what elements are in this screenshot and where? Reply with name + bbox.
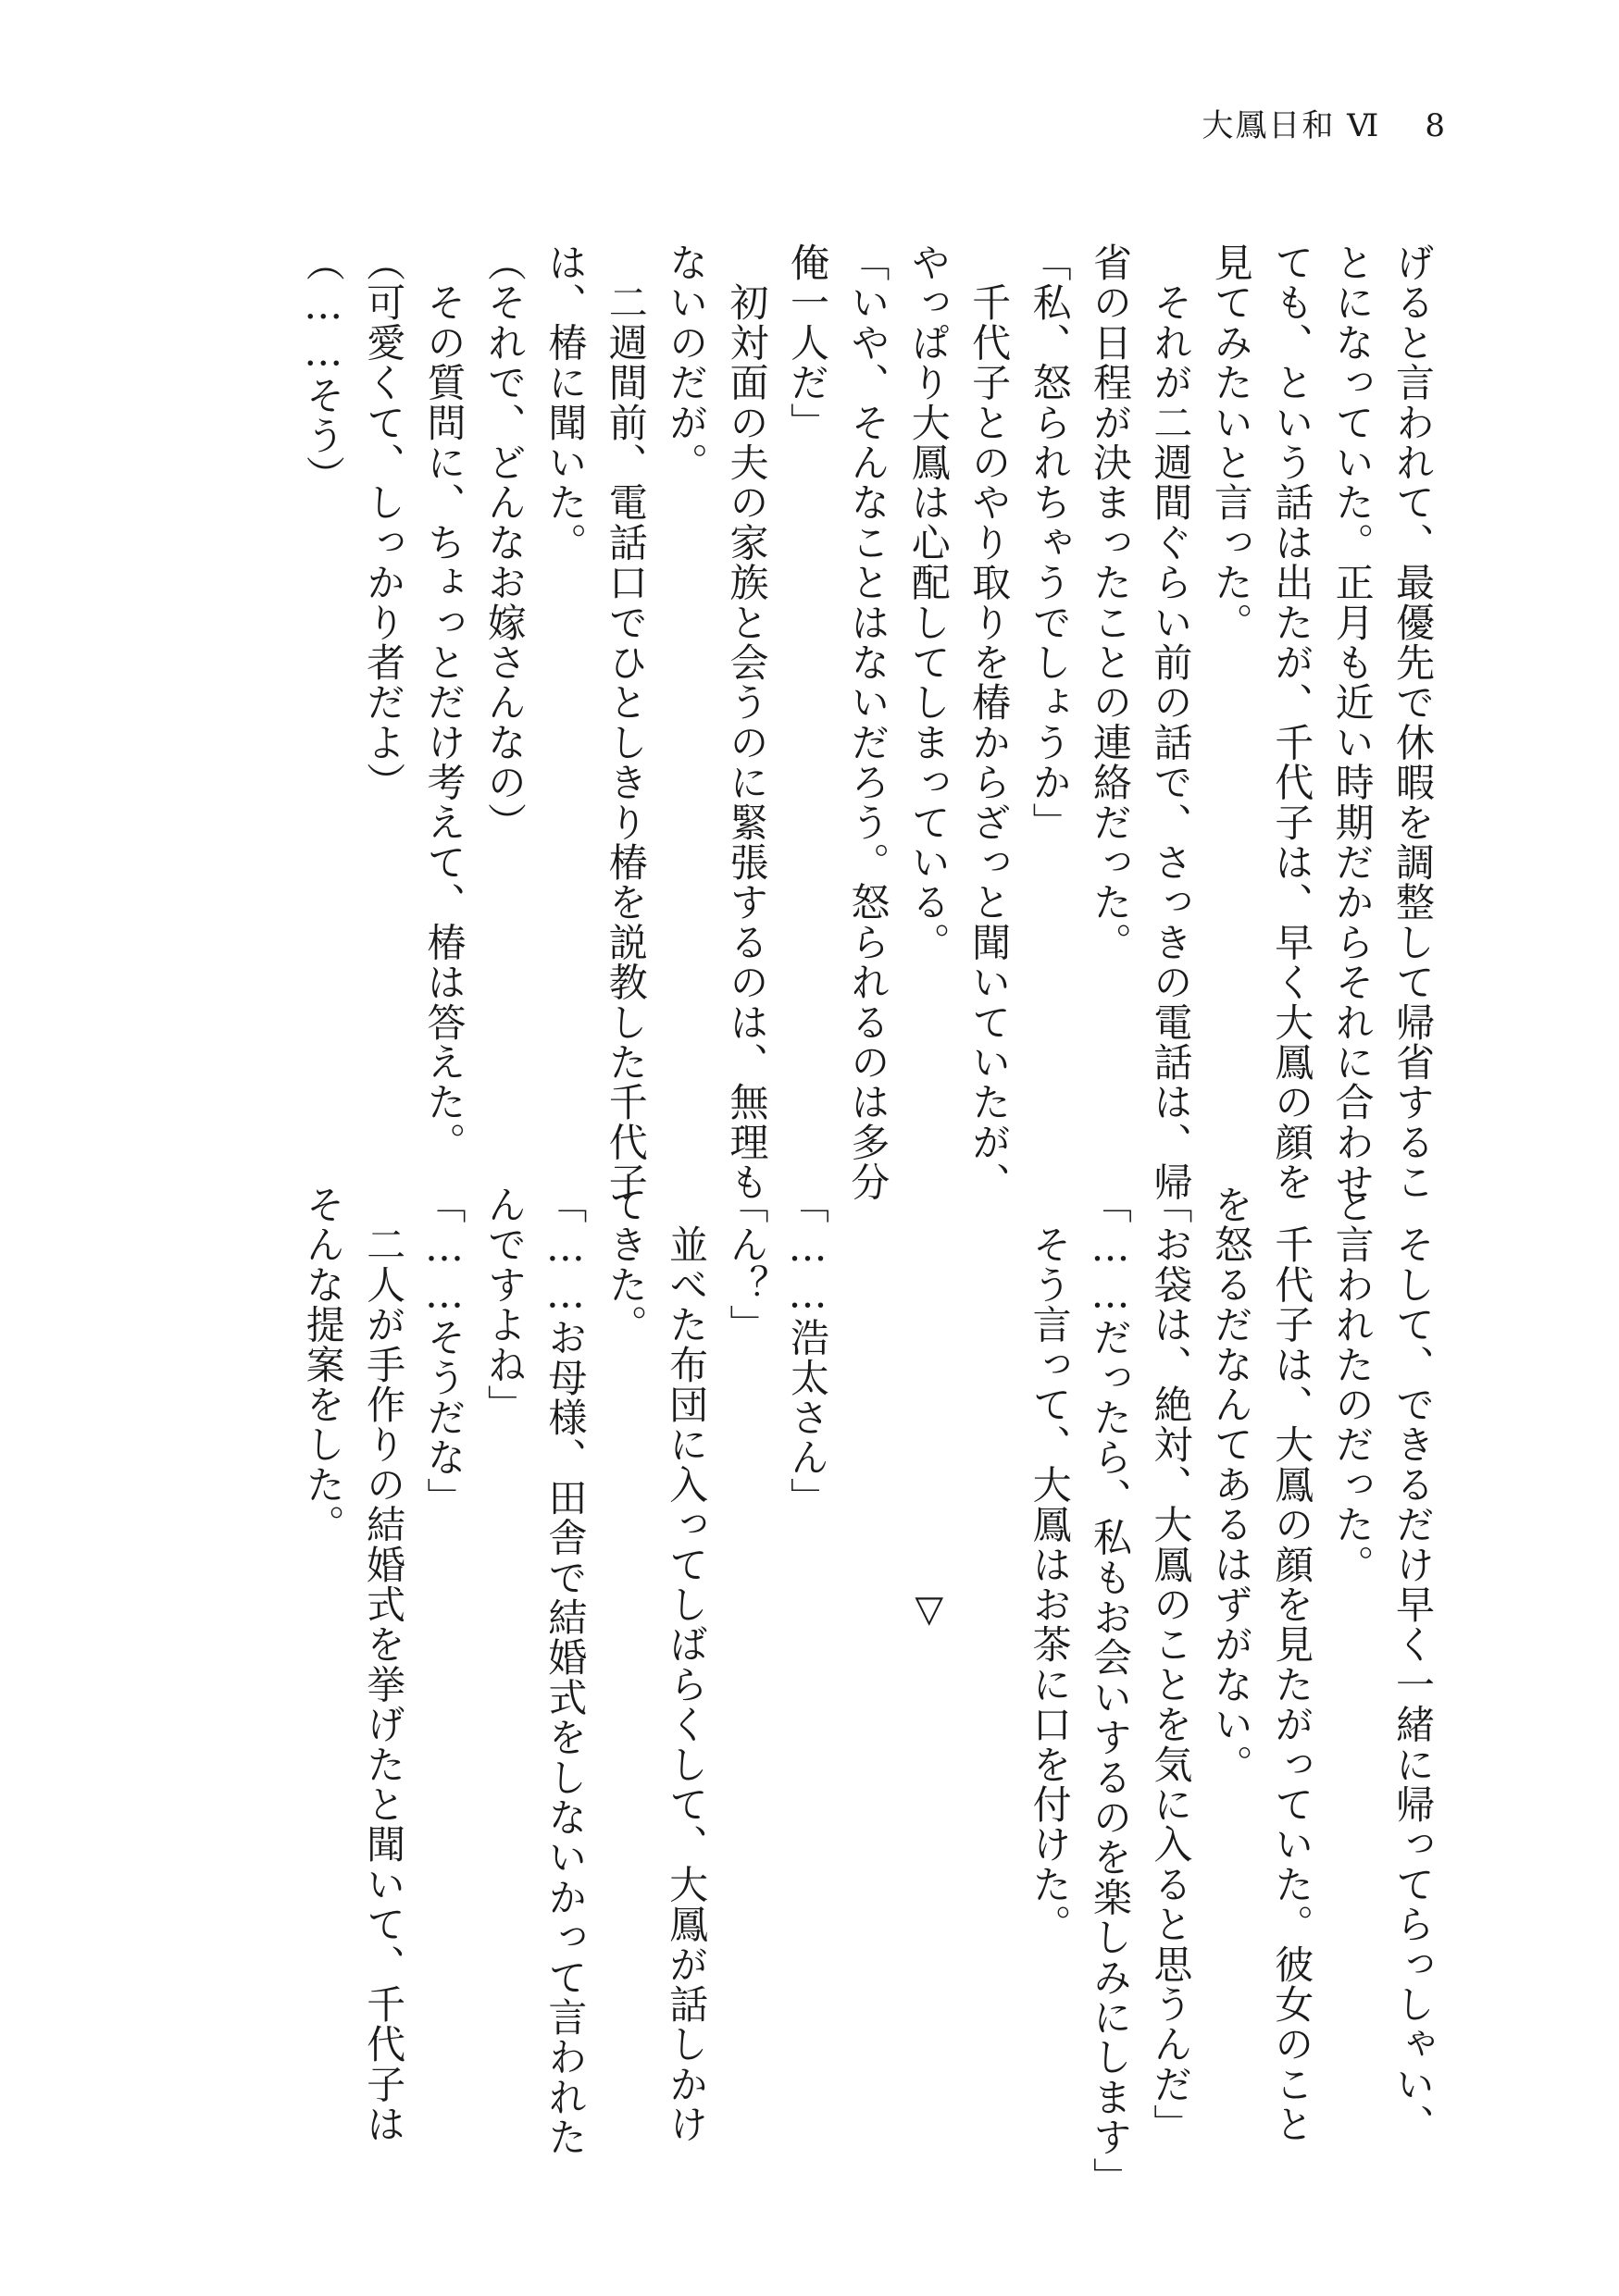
lower-text-block (212, 1185, 1443, 2197)
text-line: （それで、どんなお嫁さんなの） (481, 242, 528, 842)
text-line: ても、という話は出たが、千代子は、早く大鳳の顔を (1269, 242, 1315, 1202)
text-line: 俺一人だ」 (784, 242, 830, 442)
text-line: 「……お母様、田舎で結婚式をしないかって言われた (542, 1185, 589, 2157)
text-line: 千代子は、大鳳の顔を見たがっていた。彼女のこと (1269, 1185, 1315, 2144)
text-line: 「……だったら、私もお会いするのを楽しみにします」 (1087, 1185, 1133, 2197)
book-title: 大鳳日和 Ⅵ (1202, 107, 1381, 144)
text-line: てきた。 (603, 1185, 649, 1345)
page-number: 8 (1425, 107, 1447, 144)
text-line: とになっていた。正月も近い時期だからそれに合わせ (1329, 242, 1376, 1202)
text-line: 「……浩太さん」 (784, 1185, 830, 1518)
text-line: んですよね」 (481, 1185, 528, 1425)
scene-break-triangle: ▽ (907, 1588, 951, 1632)
text-line: 二人が手作りの結婚式を挙げたと聞いて、千代子は (361, 1185, 407, 2144)
text-line: 「いや、そんなことはないだろう。怒られるのは多分 (845, 242, 891, 1202)
upper-text-block (212, 242, 1443, 1202)
text-line: 「お袋は、絶対、大鳳のことを気に入ると思うんだ」 (1148, 1185, 1194, 2144)
text-line: そう言って、大鳳はお茶に口を付けた。 (1027, 1185, 1073, 1944)
blank-line (838, 1185, 898, 2036)
text-line: は、椿に聞いた。 (542, 242, 589, 563)
text-line: 並べた布団に入ってしばらくして、大鳳が話しかけ (664, 1185, 710, 2144)
blank-line (959, 1185, 1019, 2036)
text-line: （可愛くて、しっかり者だよ） (361, 242, 407, 802)
text-line: 二週間前、電話口でひとしきり椿を説教した千代子 (603, 242, 649, 1202)
text-line: 千代子とのやり取りを椿からざっと聞いていたが、 (966, 242, 1013, 1202)
text-line: 見てみたいと言った。 (1208, 242, 1254, 642)
text-line: 「私、怒られちゃうでしょうか」 (1027, 242, 1073, 842)
text-line: を怒るだなんてあるはずがない。 (1208, 1185, 1254, 1784)
text-line: やっぱり大鳳は心配してしまっている。 (905, 242, 952, 962)
text-line: それが二週間ぐらい前の話で、さっきの電話は、帰 (1148, 242, 1194, 1202)
running-header (1202, 100, 1447, 145)
text-line: そんな提案をした。 (300, 1185, 346, 1545)
text-line: げると言われて、最優先で休暇を調整して帰省するこ (1390, 242, 1436, 1202)
text-line: そして、できるだけ早く一緒に帰ってらっしゃい、 (1390, 1185, 1436, 2144)
text-line: 「ん？」 (724, 1185, 770, 1345)
text-line: 省の日程が決まったことの連絡だった。 (1087, 242, 1133, 962)
text-line: ないのだが。 (664, 242, 710, 483)
text-line: 初対面の夫の家族と会うのに緊張するのは、無理も (724, 242, 770, 1202)
text-line: 「……そうだな」 (421, 1185, 467, 1518)
text-line: と言われたのだった。 (1329, 1185, 1376, 1584)
text-line: （……そう） (300, 242, 346, 496)
text-line: その質問に、ちょっとだけ考えて、椿は答えた。 (421, 242, 467, 1162)
